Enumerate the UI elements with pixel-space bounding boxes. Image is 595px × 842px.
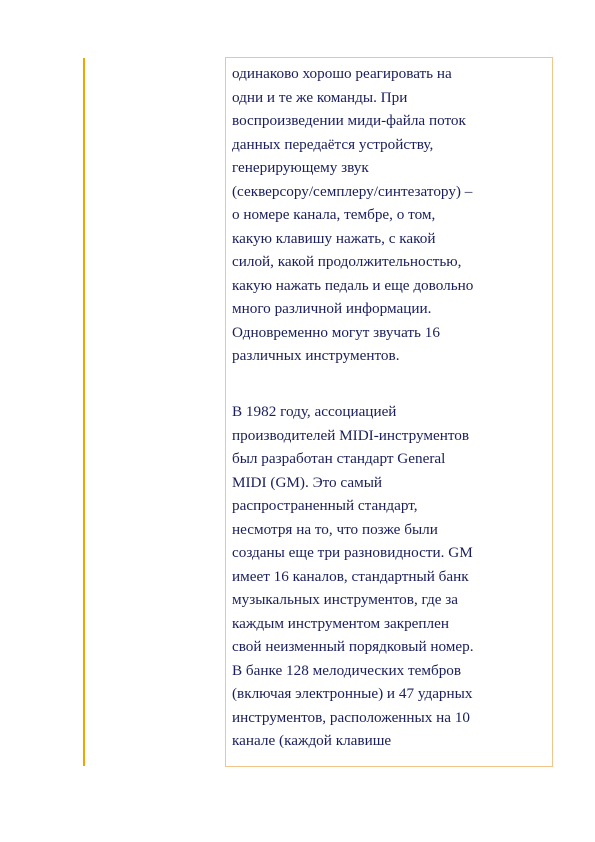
text-line: MIDI (GM). Это самый (232, 473, 383, 491)
text-line: музыкальных инструментов, где за (232, 591, 459, 608)
text-line: (секверсору/семплеру/синтезатору) – (232, 182, 473, 200)
text-line: генерирующему звук (232, 159, 369, 176)
text-line: силой, какой продолжительностью, (232, 253, 462, 270)
text-line: был разработан стандарт General (232, 450, 446, 467)
text-line: одинаково хорошо реагировать на (232, 65, 452, 82)
margin-rule (83, 58, 85, 766)
text-line: воспроизведении миди-файла поток (232, 112, 466, 129)
text-line: имеет 16 каналов, стандартный банк (232, 567, 469, 585)
text-line: о номере канала, тембре, о том, (232, 206, 436, 223)
text-line: инструментов, расположенных на 10 (232, 708, 471, 726)
text-line: В банке 128 мелодических тембров (232, 661, 462, 679)
paragraph-2 (232, 400, 550, 753)
text-line: одни и те же команды. При (232, 88, 408, 106)
text-line: В 1982 году, ассоциацией (232, 403, 397, 420)
text-line: созданы еще три разновидности. GM (232, 544, 473, 561)
text-line: какую нажать педаль и еще довольно (232, 276, 474, 294)
text-line: данных передаётся устройству, (232, 135, 434, 153)
text-line: много различной информации. (232, 300, 432, 317)
text-line: каждым инструментом закреплен (232, 614, 449, 632)
text-line: Одновременно могут звучать 16 (232, 323, 440, 341)
text-line: распространенный стандарт, (232, 497, 418, 514)
text-line: канале (каждой клавише (232, 732, 392, 749)
text-line: какую клавишу нажать, с какой (232, 229, 436, 247)
text-line: различных инструментов. (232, 347, 400, 364)
text-line: свой неизменный порядковый номер. (232, 638, 474, 655)
text-line: производителей MIDI-инструментов (232, 426, 470, 444)
text-line: (включая электронные) и 47 ударных (232, 685, 473, 702)
paragraph-1 (232, 62, 550, 368)
text-line: несмотря на то, что позже были (232, 520, 438, 538)
